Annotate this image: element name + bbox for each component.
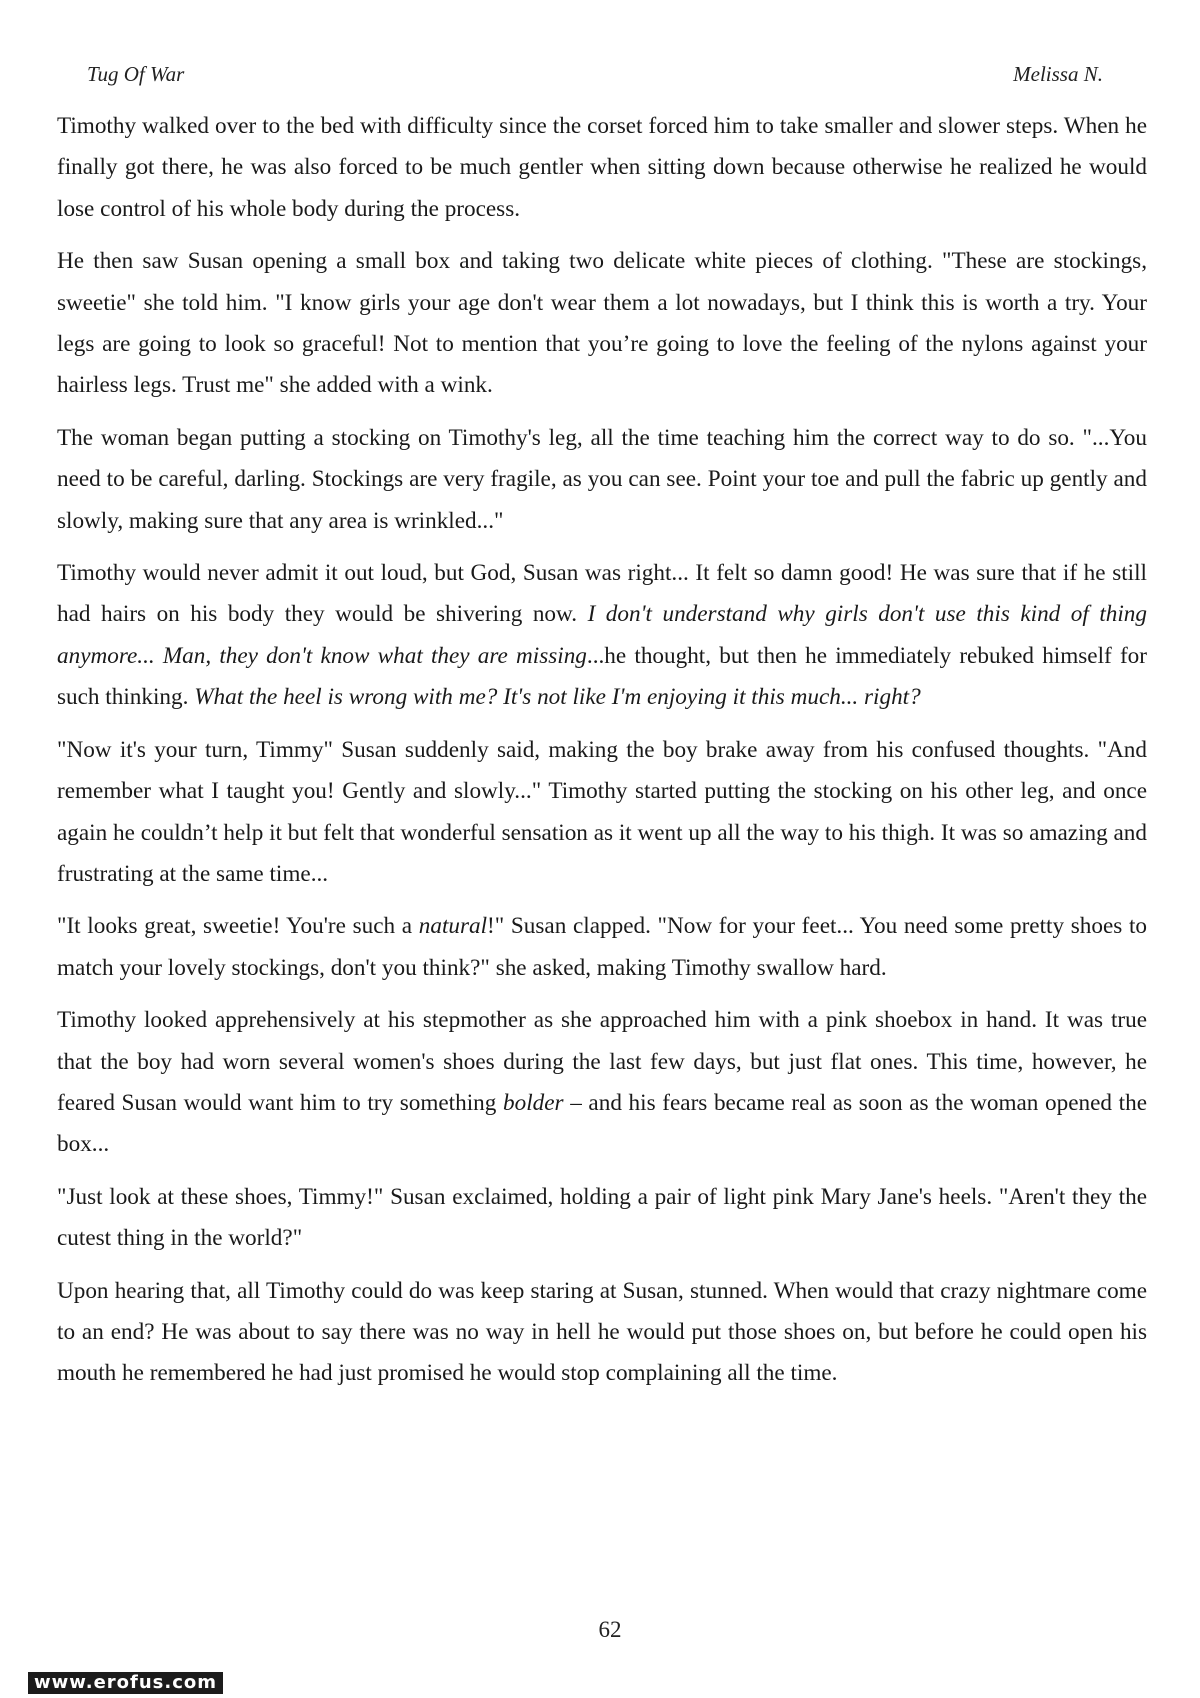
watermark: www.erofus.com [28,1672,223,1694]
paragraph [57,1271,1147,1395]
paragraph [57,906,1147,989]
paragraph [57,730,1147,896]
text-run: Timothy looked apprehensively at his stepmother as she approached him with a pink shoebox in hand. It was true that the boy had worn several women's shoes during the last few days, but just flat ones. This time, however, he feared Susan would want him to try something [57,1007,1147,1116]
text-run: "It looks great, sweetie! You're such a [57,913,419,940]
text-run: He then saw Susan opening a small box and taking two delicate white pieces of clothing. "These are stockings, sweetie" she told him. "I know girls your age don't wear them a lot nowadays, but I think this is worth a try. Your legs are going to look so graceful! Not to mention that you’re going to love the feeling of the nylons against your hairless legs. Trust me" she added with a wink. [57,248,1147,399]
italic-text: What the heel is wrong with me? It's not like I'm enjoying it this much... right? [194,684,921,711]
text-run: The woman began putting a stocking on Timothy's leg, all the time teaching him the correct way to do so. "...You need to be careful, darling. Stockings are very fragile, as you can see. Point your toe and pull the fabric up gently and slowly, making sure that any area is wrinkled..." [57,424,1147,534]
text-run: "Now it's your turn, Timmy" Susan suddenly said, making the boy brake away from his confused thoughts. "And remember what I taught you! Gently and slowly..." Timothy started putting the stocking on his other leg, and once again he couldn’t help it but felt that wonderful sensation as it went up all the way to his thigh. It was so amazing and frustrating at the same time... [57,736,1147,887]
paragraph [57,553,1147,719]
paragraph [57,241,1147,407]
book-title: Tug Of War [87,62,185,86]
text-run: Timothy would never admit it out loud, but God, Susan was right... It felt so damn good! He was sure that if he still had hairs on his body they would be shivering now. [57,560,1147,628]
text-run: !" Susan clapped. "Now for your feet... You need some pretty shoes to match your lovely stockings, don't you think?" she asked, making Timothy swallow hard. [57,913,1148,981]
text-run: ...he thought, but then he immediately rebuked himself for such thinking. [57,642,1147,711]
body-text [57,106,1147,1406]
text-run: – and his fears became real as soon as the woman opened the box... [57,1089,1147,1158]
paragraph [57,106,1147,230]
author-name: Melissa N. [1013,62,1103,86]
paragraph [57,1177,1147,1260]
text-run: "Just look at these shoes, Timmy!" Susan exclaimed, holding a pair of light pink Mary Jane's heels. "Aren't they the cutest thing in the world?" [57,1183,1147,1252]
page-number: 62 [598,1617,622,1642]
paragraph [57,418,1147,542]
text-run: Timothy walked over to the bed with difficulty since the corset forced him to take smaller and slower steps. When he finally got there, he was also forced to be much gentler when sitting down because otherwise he realized he would lose control of his whole body during the process. [57,113,1147,222]
italic-text: bolder [503,1089,564,1116]
text-run: Upon hearing that, all Timothy could do was keep staring at Susan, stunned. When would that crazy nightmare come to an end? He was about to say there was no way in hell he would put those shoes on, but before he could open his mouth he remembered he had just promised he would stop complaining all the time. [57,1277,1147,1387]
paragraph [57,1000,1147,1166]
italic-text: natural [418,913,488,940]
italic-text: I don't understand why girls don't use this kind of thing anymore... Man, they don't know what they are missing [57,601,1147,669]
running-header [87,62,1103,92]
